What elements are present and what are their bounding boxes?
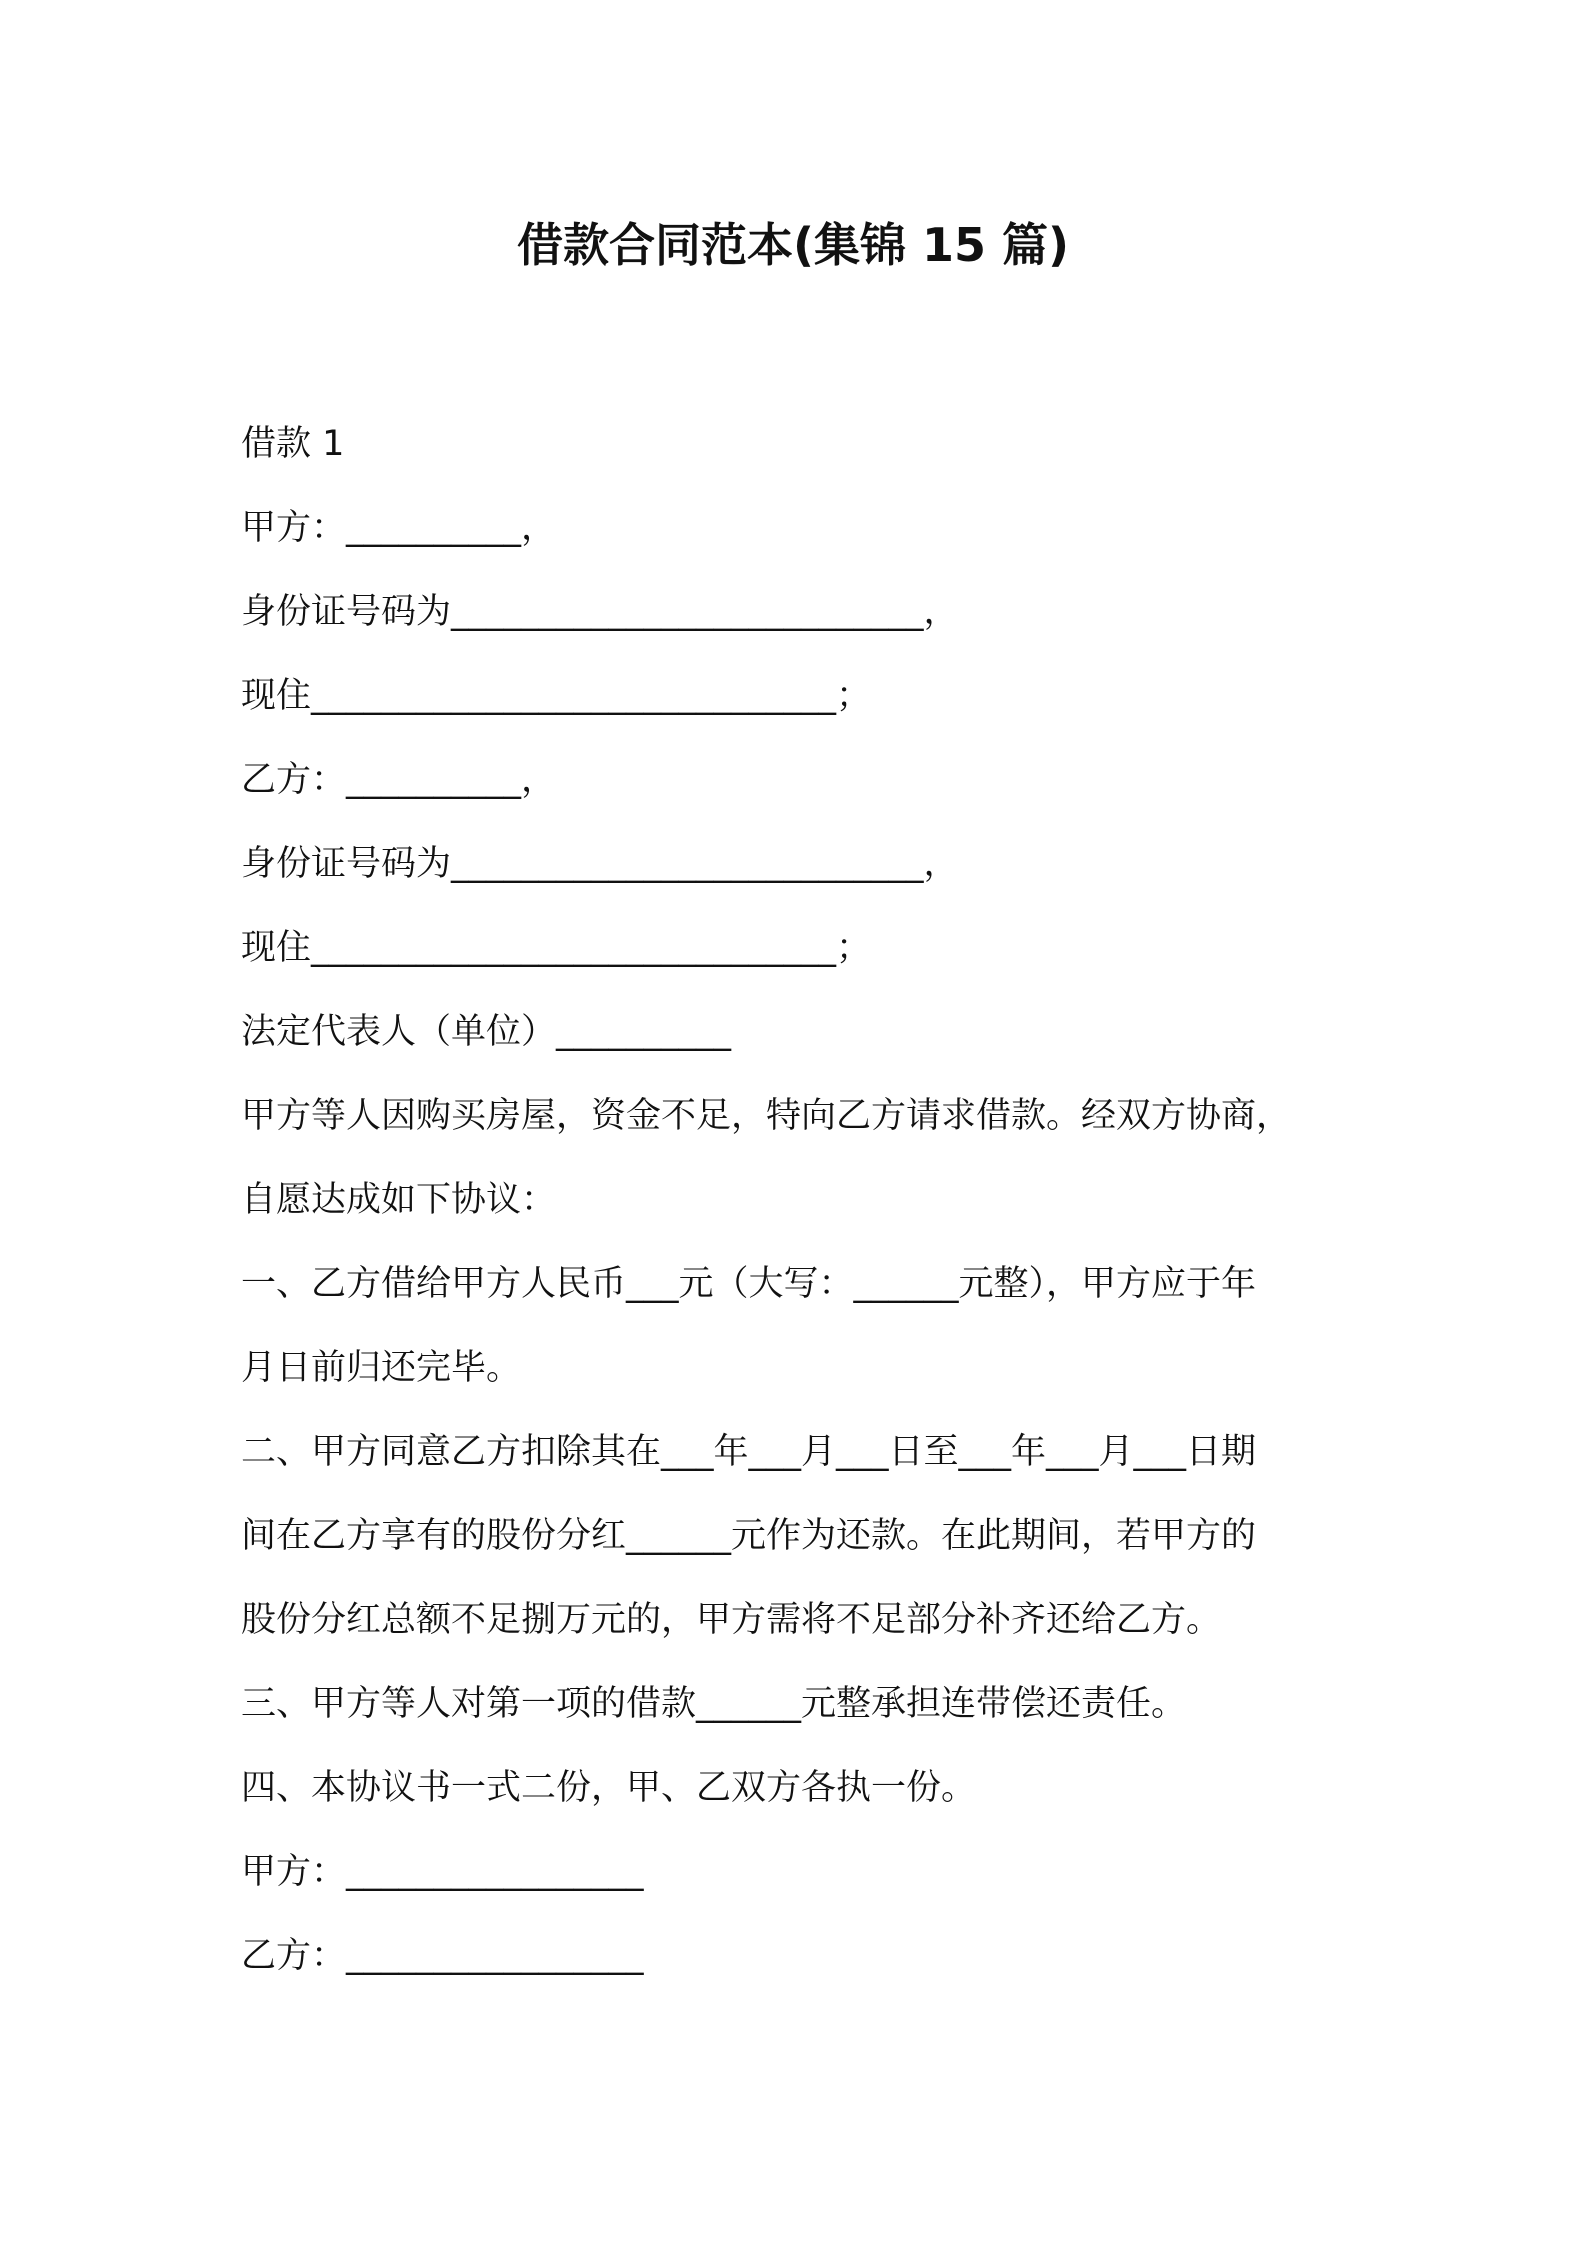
clause-1-line-1: 一、乙方借给甲方人民币___元（大写：______元整），甲方应于年 (241, 1264, 1257, 1304)
clause-4-line: 四、本协议书一式二份，甲、乙双方各执一份。 (241, 1768, 977, 1808)
clause-2-line-2: 间在乙方享有的股份分红______元作为还款。在此期间，若甲方的 (241, 1516, 1257, 1556)
preamble-line-1: 甲方等人因购买房屋，资金不足，特向乙方请求借款。经双方协商， (241, 1096, 1292, 1136)
party-a-id-line: 身份证号码为___________________________， (241, 592, 959, 632)
document-body (241, 402, 1361, 1998)
party-b-id-line: 身份证号码为___________________________， (241, 844, 959, 884)
party-a-signature-line: 甲方：_________________ (241, 1852, 644, 1892)
clause-2-line-1: 二、甲方同意乙方扣除其在___年___月___日至___年___月___日期 (241, 1432, 1257, 1472)
document-title: 借款合同范本(集锦 15 篇) (516, 218, 1070, 272)
party-b-address-line: 现住______________________________； (241, 928, 872, 968)
party-a-address-line: 现住______________________________； (241, 676, 872, 716)
party-b-signature-line: 乙方：_________________ (241, 1936, 644, 1976)
preamble-line-2: 自愿达成如下协议： (241, 1180, 557, 1220)
section-heading: 借款 1 (241, 424, 345, 464)
legal-representative-line: 法定代表人（单位）__________ (241, 1012, 732, 1052)
clause-1-line-2: 月日前归还完毕。 (241, 1348, 522, 1388)
party-a-name-line: 甲方：__________， (241, 508, 557, 548)
party-b-name-line: 乙方：__________， (241, 760, 557, 800)
clause-3-line: 三、甲方等人对第一项的借款______元整承担连带偿还责任。 (241, 1684, 1187, 1724)
clause-2-line-3: 股份分红总额不足捌万元的，甲方需将不足部分补齐还给乙方。 (241, 1600, 1222, 1640)
